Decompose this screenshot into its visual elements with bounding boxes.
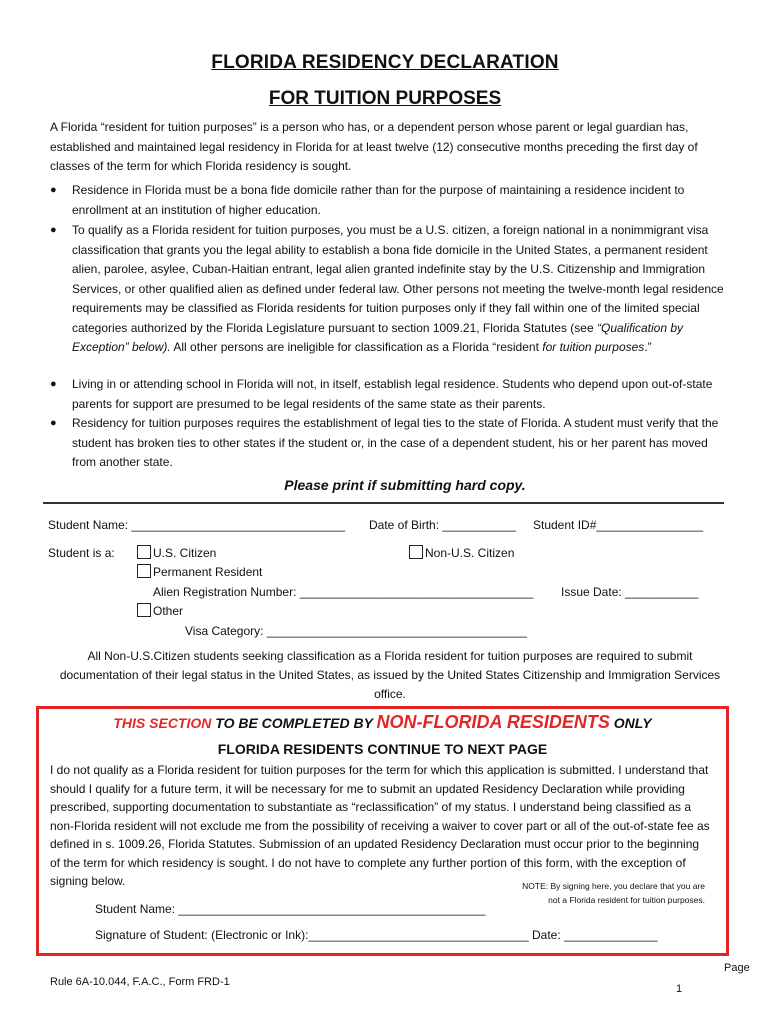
student-signature-field[interactable]: Signature of Student: (Electronic or Ink):_________________________________ Date: ______________ <box>95 928 658 942</box>
bullet-icon: ● <box>50 378 57 390</box>
section-student-name-field[interactable]: Student Name: ______________________________________________ <box>95 902 486 916</box>
divider <box>43 502 724 504</box>
non-us-citizen-option[interactable] <box>409 545 514 561</box>
page-label: Page <box>724 962 750 974</box>
us-citizen-label: U.S. Citizen <box>153 546 217 560</box>
bullet-text: Residence in Florida must be a bona fide domicile rather than for the purpose of maintaining a residence incident to enrollment at an institution of higher education. <box>72 183 685 217</box>
bullet-icon: ● <box>50 224 57 236</box>
section-subheading: FLORIDA RESIDENTS CONTINUE TO NEXT PAGE <box>217 741 548 757</box>
declaration-text: I do not qualify as a Florida resident for tuition purposes for the term for which this application is submitted. I understand that should I qualify for a future term, it will be necessary for me to submit an updated Residency Declaration while providing prescribed, supporting documentation to substantiate as “reclassification” of my status. I understand being classified as a non-Florida resident will not exclude me from the possibility of receiving a waiver to cover part or all of the out-of-state fee as defined in s. 1009.26, Florida Statutes. Submission of an updated Residency Declaration must occur prior to the beginning of the term for which residency is sought. I do not have to complete any further portion of this form, with the exception of signing below. <box>50 763 710 888</box>
permanent-resident-label: Permanent Resident <box>153 565 263 579</box>
non-us-citizen-label: Non-U.S. Citizen <box>425 546 515 560</box>
us-citizen-checkbox[interactable] <box>137 545 151 559</box>
bullet-text: Residency for tuition purposes requires the establishment of legal ties to the state of Florida. A student must verify that the student has broken ties to other states if the student or, in the case of a dependent student, his or her parent has moved from another state. <box>72 416 719 469</box>
us-citizen-option[interactable] <box>137 545 216 561</box>
section-heading: THIS SECTION TO BE COMPLETED BY NON-FLORIDA RESIDENTS ONLY <box>113 712 652 732</box>
bullet-text: Living in or attending school in Florida will not, in itself, establish legal residence. Students who depend upon out-of-state parents for support are presumed to be legal residents of the same state as their parents. <box>72 377 713 411</box>
non-us-citizen-checkbox[interactable] <box>409 545 423 559</box>
bullet-text: To qualify as a Florida resident for tuition purposes, you must be a U.S. citizen, a foreign national in a nonimmigrant visa classification that grants you the legal ability to establish a bona fide domicile in the United States, a permanent resident alien, parolee, asylee, Cuban-Haitian entrant, legal alien granted indefinite stay by the U.S. Citizenship and Immigration Services, or other qualified alien as defined under federal law. Other persons not meeting the twelve-month legal residence requirements may be classified as Florida residents for tuition purposes only if they fall within one of the limited special categories authorized by the Florida Legislature pursuant to section 1009.21, Florida Statutes (see “Qualification by Exception” below). All other persons are ineligible for classification as a Florida “resident for tuition purposes.” <box>72 223 724 354</box>
issue-date-field[interactable]: Issue Date: ___________ <box>561 585 699 599</box>
student-name-field[interactable]: Student Name: ________________________________ <box>48 518 345 532</box>
permanent-resident-option[interactable] <box>137 564 262 580</box>
permanent-resident-checkbox[interactable] <box>137 564 151 578</box>
print-notice: Please print if submitting hard copy. <box>284 477 526 493</box>
student-is-label: Student is a: <box>48 546 115 560</box>
bullet-icon: ● <box>50 184 57 196</box>
page-number: 1 <box>676 983 683 995</box>
bullet-icon: ● <box>50 417 57 429</box>
visa-category-field[interactable]: Visa Category: _______________________________________ <box>185 624 528 638</box>
signing-note: NOTE: By signing here, you declare that you are not a Florida resident for tuition purposes. <box>522 881 705 905</box>
page-title: FLORIDA RESIDENCY DECLARATION <box>211 52 559 73</box>
non-us-documentation-note: All Non-U.S.Citizen students seeking classification as a Florida resident for tuition purposes are required to submit documentation of their legal status in the United States, as issued by the United States Citizenship and Immigration Services office. <box>59 649 721 701</box>
page-subtitle: FOR TUITION PURPOSES <box>268 88 502 109</box>
alien-registration-field[interactable]: Alien Registration Number: ___________________________________ <box>153 585 534 599</box>
form-rule-reference: Rule 6A-10.044, F.A.C., Form FRD-1 <box>50 976 230 988</box>
date-of-birth-field[interactable]: Date of Birth: ___________ <box>369 518 516 532</box>
intro-paragraph: A Florida “resident for tuition purposes” is a person who has, or a dependent person whose parent or legal guardian has, established and maintained legal residency in Florida for at least twelve (12) consecutive months preceding the first day of classes of the term for which Florida residency is sought. <box>50 120 698 173</box>
other-checkbox[interactable] <box>137 603 151 617</box>
other-label: Other <box>153 604 184 618</box>
other-option[interactable] <box>137 603 183 619</box>
student-id-field[interactable]: Student ID#________________ <box>533 518 704 532</box>
